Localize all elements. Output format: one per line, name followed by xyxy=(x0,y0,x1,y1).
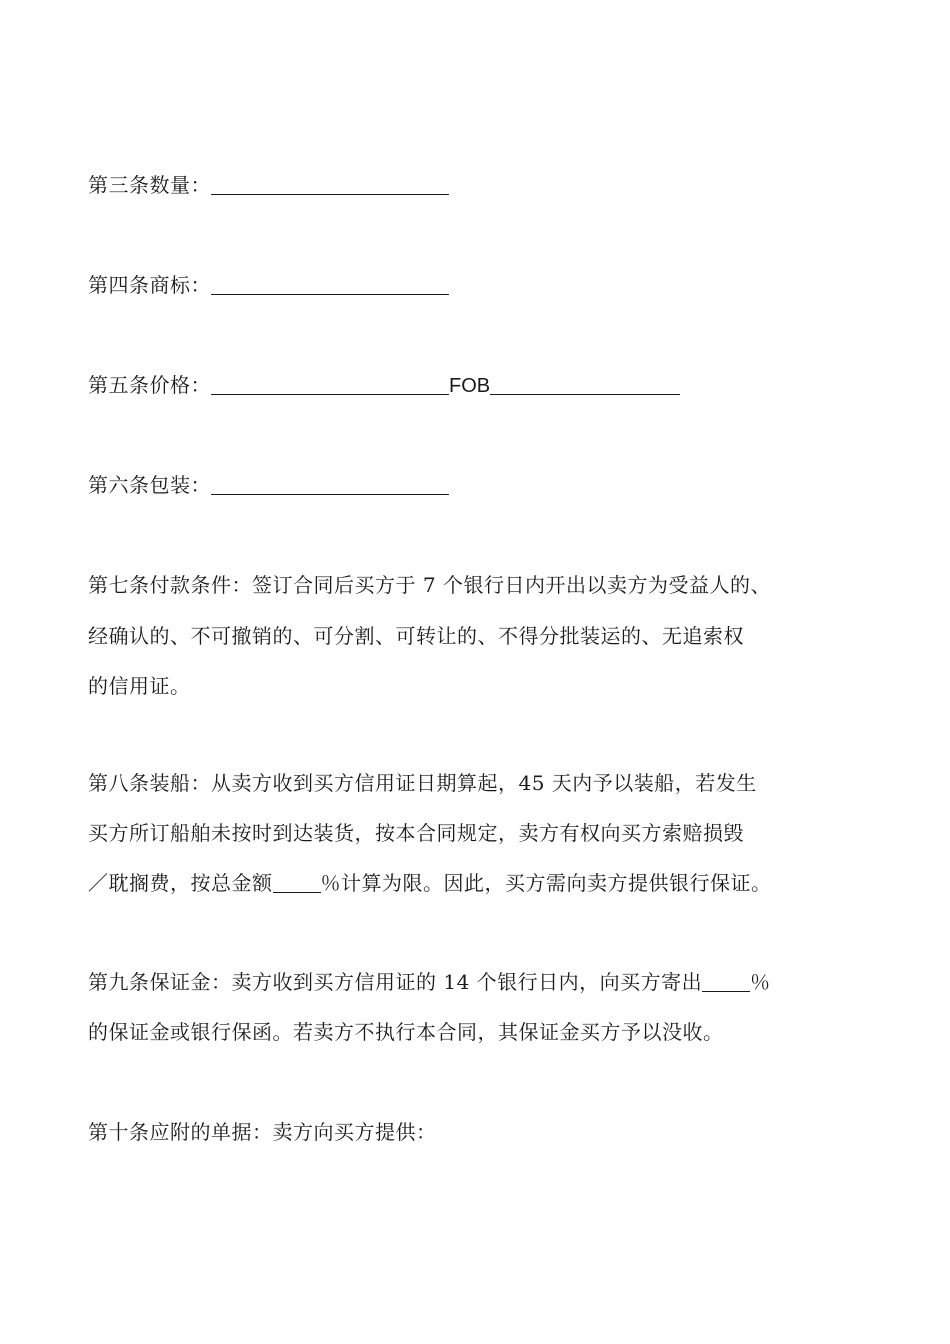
clause-7-line-3: 的信用证。 xyxy=(88,674,191,698)
clause-3-label: 第三条数量： xyxy=(88,173,211,197)
price-blank xyxy=(211,374,449,395)
clause-9-line-1-start: 第九条保证金：卖方收到买方信用证的 14 个银行日内，向买方寄出 xyxy=(88,970,703,994)
clause-8-line-3-end: ％计算为限。因此，买方需向卖方提供银行保证。 xyxy=(320,871,772,895)
fob-term: FOB xyxy=(449,375,491,397)
clause-10-documents: 第十条应附的单据：卖方向买方提供： xyxy=(88,1120,437,1144)
deposit-percent-blank xyxy=(702,971,750,992)
clause-6-label: 第六条包装： xyxy=(88,473,211,497)
clause-8-line-1: 第八条装船：从卖方收到买方信用证日期算起，45 天内予以装船，若发生 xyxy=(88,771,757,795)
clause-8-line-3-start: ／耽搁费，按总金额 xyxy=(88,871,273,895)
fob-blank xyxy=(490,374,680,395)
clause-8-line-2: 买方所订船舶未按时到达装货，按本合同规定，卖方有权向买方索赔损毁 xyxy=(88,821,744,845)
clause-9-line-2: 的保证金或银行保函。若卖方不执行本合同，其保证金买方予以没收。 xyxy=(88,1020,724,1044)
clause-7-line-2: 经确认的、不可撤销的、可分割、可转让的、不得分批装运的、无追索权 xyxy=(88,624,744,648)
clause-5-label: 第五条价格： xyxy=(88,373,211,397)
clause-9-percent-sign: ％ xyxy=(750,970,771,994)
clause-4-trademark xyxy=(88,271,449,299)
clause-7-line-1: 第七条付款条件：签订合同后买方于 7 个银行日内开出以卖方为受益人的、 xyxy=(88,573,771,597)
clause-3-quantity xyxy=(88,171,449,199)
trademark-blank xyxy=(211,274,449,295)
clause-5-price xyxy=(88,371,680,400)
clause-4-label: 第四条商标： xyxy=(88,273,211,297)
clause-6-packing xyxy=(88,471,449,499)
percent-blank xyxy=(273,872,321,893)
quantity-blank xyxy=(211,174,449,195)
packing-blank xyxy=(211,474,449,495)
clause-9-line-1 xyxy=(88,968,771,996)
clause-8-line-3 xyxy=(88,869,772,897)
